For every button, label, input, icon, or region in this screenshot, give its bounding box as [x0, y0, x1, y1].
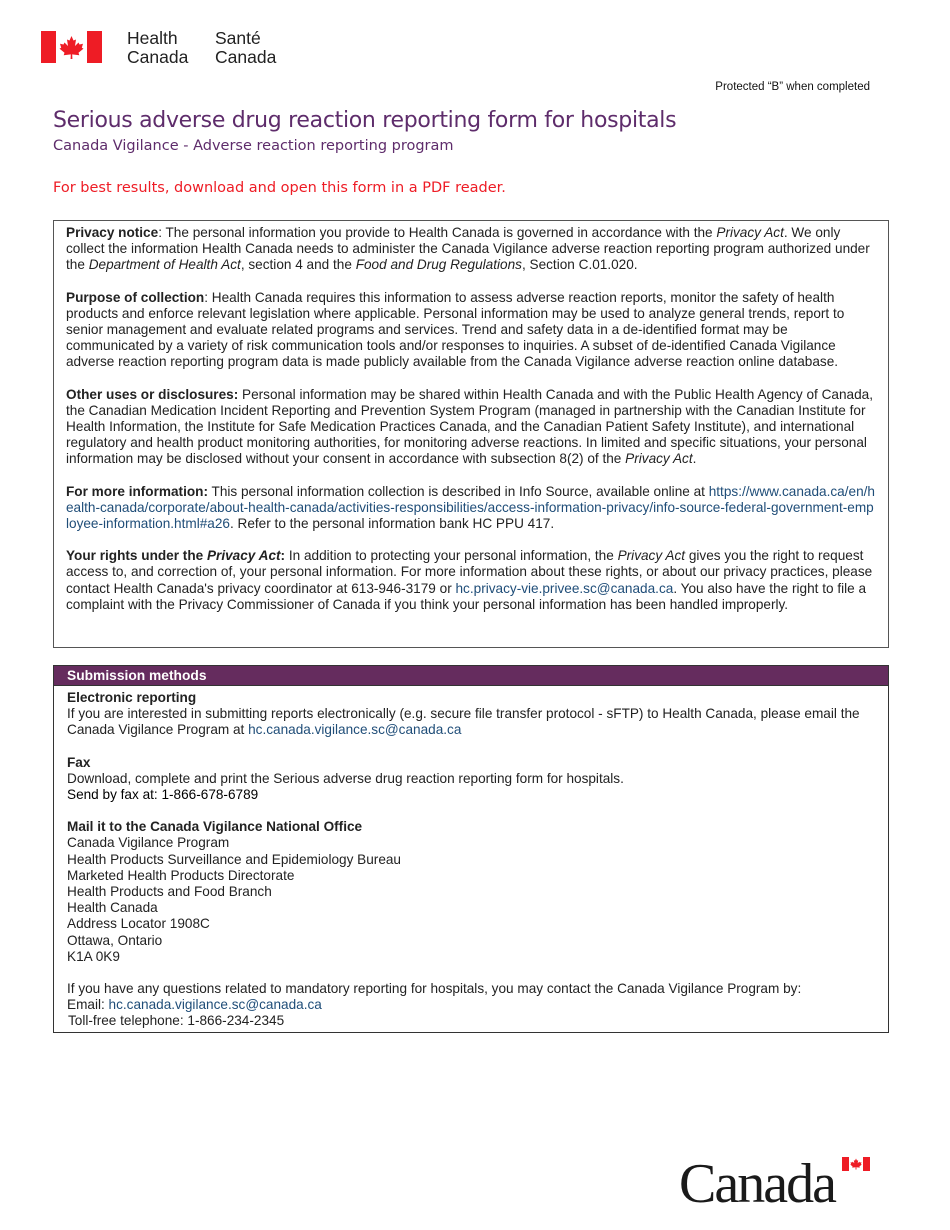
- mail-line: Address Locator 1908C: [67, 916, 210, 932]
- rights-label-colon: :: [280, 548, 286, 564]
- mail-line: Canada Vigilance Program: [67, 835, 230, 851]
- submission-methods-box: [53, 665, 889, 1033]
- electronic-reporting-block: [67, 690, 876, 739]
- privacy-notice-text-3: , section 4 and the: [240, 257, 356, 273]
- purpose-paragraph: [66, 290, 876, 371]
- canada-flag-icon: [41, 31, 102, 63]
- mail-line: Health Canada: [67, 900, 158, 916]
- other-uses-label: Other uses or disclosures:: [66, 386, 239, 402]
- page-title: Serious adverse drug reaction reporting form for hospitals: [53, 108, 677, 133]
- submission-methods-header: Submission methods: [54, 666, 888, 686]
- page-subtitle: Canada Vigilance - Adverse reaction reporting program: [53, 138, 454, 154]
- more-info-end: . Refer to the personal information bank HC PPU 417.: [229, 516, 555, 532]
- brand-en-line1: Health: [127, 28, 178, 48]
- privacy-notice-text: : The personal information you provide to Health Canada is governed in accordance with the: [158, 225, 717, 240]
- privacy-notice-text-2: . We only collect the information Health Canada needs to administer the Canada Vigilance adverse reaction reporting program authorized under the: [66, 225, 870, 273]
- rights-paragraph: [66, 548, 876, 613]
- info-source-link[interactable]: https://www.canada.ca/en/health-canada/corporate/about-health-canada/activities-responsibilities/access-information-privacy/info-source-federal-government-employee-information.html#a26: [66, 483, 875, 532]
- privacy-notice-text-4: , Section C.01.020.: [521, 257, 638, 273]
- electronic-reporting-heading: Electronic reporting: [67, 690, 197, 705]
- contact-email-line: [67, 997, 876, 1013]
- privacy-notice-paragraph: [66, 225, 876, 274]
- contact-email-link[interactable]: hc.canada.vigilance.sc@canada.ca: [108, 997, 322, 1013]
- more-info-paragraph: [66, 484, 876, 533]
- mail-line: K1A 0K9: [67, 948, 120, 964]
- privacy-notice-box: [53, 220, 889, 648]
- mail-line: Health Products and Food Branch: [67, 884, 272, 900]
- brand-fr-line1: Santé: [215, 28, 261, 48]
- vigilance-email-link[interactable]: hc.canada.vigilance.sc@canada.ca: [248, 722, 462, 738]
- dept-health-act-ref: Department of Health Act: [88, 257, 241, 273]
- fax-heading: Fax: [67, 754, 91, 770]
- wordmark-flag-icon: [842, 1157, 870, 1171]
- rights-label-text: Your rights under the: [66, 548, 207, 564]
- email-label: Email:: [67, 997, 109, 1013]
- rights-label-italic: Privacy Act: [206, 548, 281, 564]
- brand-fr-line2: Canada: [215, 47, 277, 67]
- fax-block: [67, 755, 876, 804]
- food-drug-regs-ref: Food and Drug Regulations: [355, 257, 522, 273]
- mail-line: Marketed Health Products Directorate: [67, 867, 295, 883]
- fax-text: Download, complete and print the Serious adverse drug reaction reporting form for hospitals.: [67, 770, 624, 786]
- mail-heading: Mail it to the Canada Vigilance National Office: [67, 819, 363, 835]
- other-uses-end: .: [692, 451, 697, 467]
- privacy-act-ref: Privacy Act: [716, 225, 784, 240]
- contact-block: [67, 981, 876, 1030]
- purpose-text: : Health Canada requires this information to assess adverse reaction reports, monitor the safety of health products and enforce relevant legislation where applicable. Personal information may be used to analyze general trends, report to senior management and evaluate related programs and services. Trend and safety data in a de-identified format may be communicated by a variety of risk communication tools and/or responses to inquiries. A subset of de-identified Canada Vigilance adverse reaction reporting program data is made publicly available from the Canada Vigilance adverse reaction online database.: [66, 289, 845, 370]
- health-canada-wordmark: [127, 29, 188, 67]
- canada-wordmark-logo: [679, 1155, 873, 1207]
- rights-text-2: gives you the right to request access to, and correction of, your personal information. For more information about these rights, or about our privacy practices, please contact Health Canada's privacy coordinator at 613-946-3179 or: [66, 548, 873, 596]
- privacy-notice-label: Privacy notice: [66, 225, 159, 240]
- fax-number: Send by fax at: 1-866-678-6789: [67, 787, 259, 803]
- privacy-email-link[interactable]: hc.privacy-vie.privee.sc@canada.ca: [455, 580, 674, 596]
- more-info-text: This personal information collection is described in Info Source, available online at: [207, 483, 709, 499]
- rights-text: In addition to protecting your personal information, the: [285, 548, 618, 564]
- sante-canada-wordmark: [215, 29, 276, 67]
- purpose-label: Purpose of collection: [66, 289, 205, 305]
- more-info-label: For more information:: [66, 483, 208, 499]
- other-uses-paragraph: [66, 387, 876, 468]
- privacy-act-ref-3: Privacy Act: [617, 548, 686, 564]
- mail-line: Ottawa, Ontario: [67, 932, 163, 948]
- privacy-act-ref-2: Privacy Act: [625, 451, 693, 467]
- pdf-reader-notice: For best results, download and open this form in a PDF reader.: [53, 180, 506, 196]
- canada-wordmark-text: Canada: [679, 1155, 835, 1207]
- other-uses-text: Personal information may be shared within Health Canada and with the Public Health Agency of Canada, the Canadian Medication Incident Reporting and Prevention System Program (managed in partnership with the Canadian Institute for Health Information, the Institute for Safe Medication Practices Canada, and the Canadian Patient Safety Institute), and international regulatory and health product monitoring authorities, for monitoring adverse reactions. In limited and specific situations, your personal information may be disclosed without your consent in accordance with subsection 8(2) of the: [66, 386, 874, 467]
- questions-text: If you have any questions related to mandatory reporting for hospitals, you may contact the Canada Vigilance Program by:: [67, 981, 802, 997]
- mail-block: [67, 819, 876, 965]
- rights-text-3: . You also have the right to file a complaint with the Privacy Commissioner of Canada if you think your personal information has been handled improperly.: [66, 580, 867, 612]
- protected-label: Protected “B” when completed: [715, 81, 870, 93]
- brand-en-line2: Canada: [127, 47, 189, 67]
- electronic-reporting-text: If you are interested in submitting reports electronically (e.g. secure file transfer protocol - sFTP) to Health Canada, please email the Canada Vigilance Program at: [67, 706, 860, 738]
- mail-line: Health Products Surveillance and Epidemiology Bureau: [67, 851, 401, 867]
- submission-methods-body: [54, 686, 888, 1030]
- toll-free-phone: Toll-free telephone: 1-866-234-2345: [68, 1013, 285, 1029]
- rights-label: [66, 548, 285, 563]
